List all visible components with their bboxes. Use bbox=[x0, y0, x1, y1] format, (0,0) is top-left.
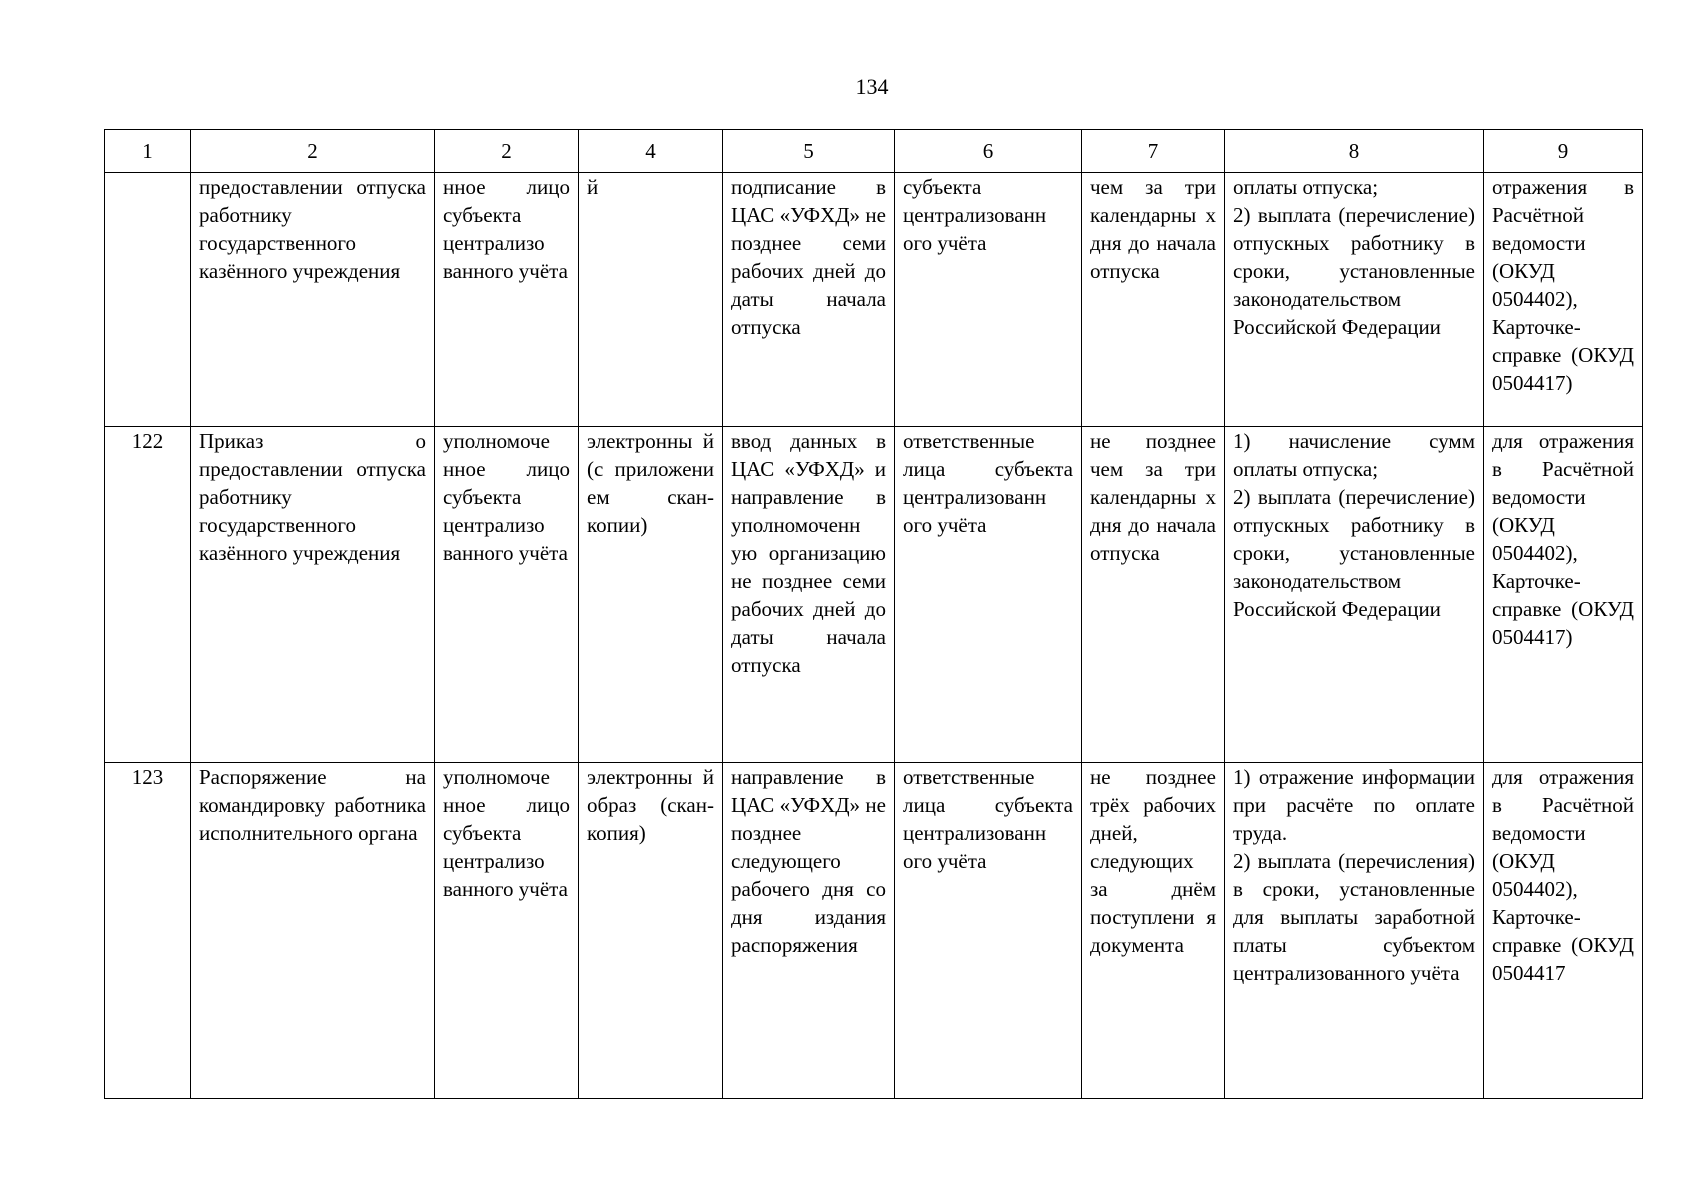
action-cell: 1) отражение информации при расчёте по оплате труда. 2) выплата (перечисления) в сроки, установленные для выплаты заработной платы субъектом централизованного учёта bbox=[1225, 763, 1484, 1099]
document-form-cell: й bbox=[579, 173, 723, 427]
responsible-person-cell: уполномоче нное лицо субъекта централизо ванного учёта bbox=[435, 427, 579, 763]
document-name-cell: Приказ о предоставлении отпуска работнику государственного казённого учреждения bbox=[191, 427, 435, 763]
submission-procedure-cell: подписание в ЦАС «УФХД» не позднее семи рабочих дней до даты начала отпуска bbox=[723, 173, 895, 427]
submission-procedure-cell: ввод данных в ЦАС «УФХД» и направление в уполномоченн ую организацию не позднее семи рабочих дней до даты начала отпуска bbox=[723, 427, 895, 763]
table-row bbox=[105, 763, 1643, 1099]
action-cell: 1) начисление сумм оплаты отпуска; 2) выплата (перечисление) отпускных работнику в сроки, установленные законодательством Российской Федерации bbox=[1225, 427, 1484, 763]
responsible-person-cell: уполномоче нное лицо субъекта централизо ванного учёта bbox=[435, 763, 579, 1099]
column-header: 6 bbox=[895, 130, 1082, 173]
deadline-cell: не позднее трёх рабочих дней, следующих за днём поступлени я документа bbox=[1082, 763, 1225, 1099]
register-cell: отражения в Расчётной ведомости (ОКУД 0504402), Карточке-справке (ОКУД 0504417) bbox=[1484, 173, 1643, 427]
table-row bbox=[105, 427, 1643, 763]
column-header: 8 bbox=[1225, 130, 1484, 173]
submission-procedure-cell: направление в ЦАС «УФХД» не позднее следующего рабочего дня со дня издания распоряжения bbox=[723, 763, 895, 1099]
row-number: 123 bbox=[105, 763, 191, 1099]
column-header: 4 bbox=[579, 130, 723, 173]
column-header: 5 bbox=[723, 130, 895, 173]
deadline-cell: не позднее чем за три календарны х дня до начала отпуска bbox=[1082, 427, 1225, 763]
recipient-cell: субъекта централизованн ого учёта bbox=[895, 173, 1082, 427]
recipient-cell: ответственные лица субъекта централизованн ого учёта bbox=[895, 427, 1082, 763]
document-form-cell: электронны й (с приложени ем скан-копии) bbox=[579, 427, 723, 763]
page-number: 134 bbox=[855, 74, 889, 99]
row-number: 122 bbox=[105, 427, 191, 763]
document-name-cell: предоставлении отпуска работнику государственного казённого учреждения bbox=[191, 173, 435, 427]
document-form-cell: электронны й образ (скан-копия) bbox=[579, 763, 723, 1099]
column-header: 2 bbox=[435, 130, 579, 173]
deadline-cell: чем за три календарны х дня до начала отпуска bbox=[1082, 173, 1225, 427]
action-cell: оплаты отпуска; 2) выплата (перечисление) отпускных работнику в сроки, установленные законодательством Российской Федерации bbox=[1225, 173, 1484, 427]
recipient-cell: ответственные лица субъекта централизованн ого учёта bbox=[895, 763, 1082, 1099]
table-row bbox=[105, 173, 1643, 427]
document-name-cell: Распоряжение на командировку работника исполнительного органа bbox=[191, 763, 435, 1099]
document-table bbox=[104, 129, 1643, 1099]
column-header: 1 bbox=[105, 130, 191, 173]
table-header-row bbox=[105, 130, 1643, 173]
column-header: 9 bbox=[1484, 130, 1643, 173]
register-cell: для отражения в Расчётной ведомости (ОКУД 0504402), Карточке-справке (ОКУД 0504417) bbox=[1484, 427, 1643, 763]
row-number bbox=[105, 173, 191, 427]
register-cell: для отражения в Расчётной ведомости (ОКУД 0504402), Карточке-справке (ОКУД 0504417 bbox=[1484, 763, 1643, 1099]
column-header: 2 bbox=[191, 130, 435, 173]
responsible-person-cell: нное лицо субъекта централизо ванного учёта bbox=[435, 173, 579, 427]
column-header: 7 bbox=[1082, 130, 1225, 173]
